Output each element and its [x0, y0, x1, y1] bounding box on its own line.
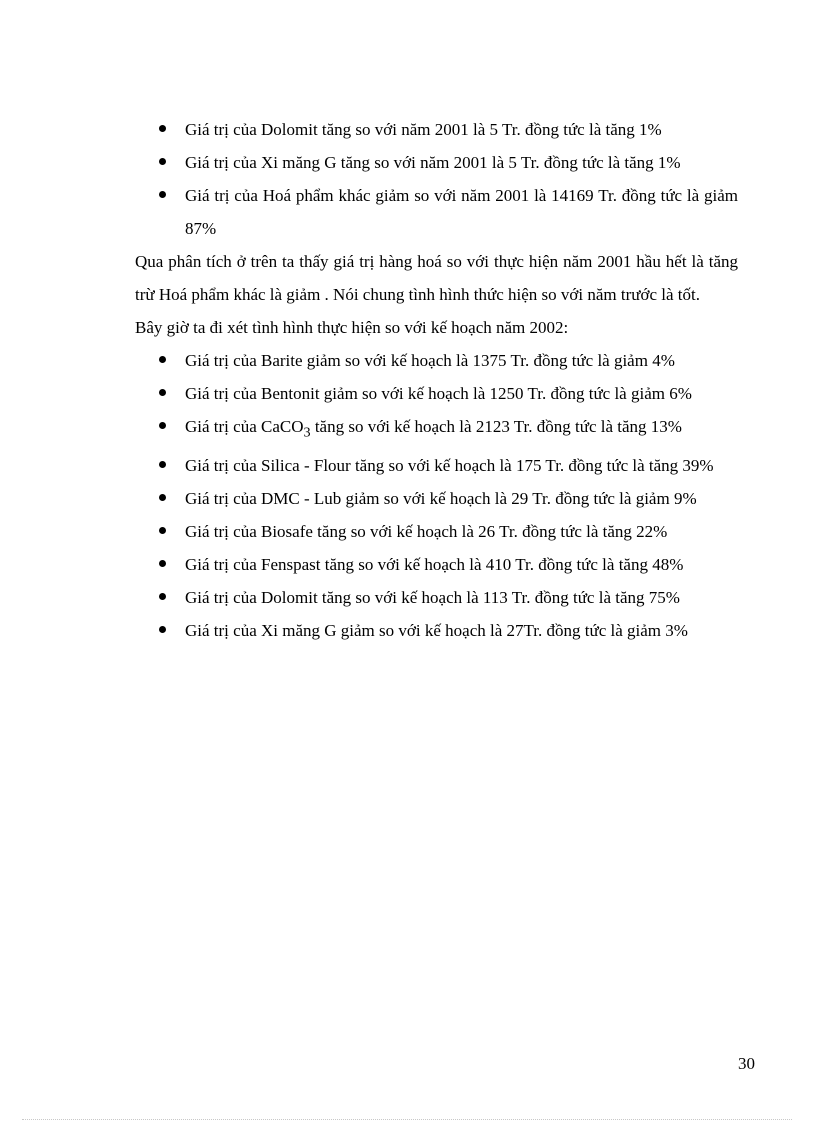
list-item [135, 113, 738, 146]
bullet-icon [159, 422, 166, 429]
list-item [135, 548, 738, 581]
bullet-icon [159, 560, 166, 567]
list-item-text: Giá trị của DMC - Lub giảm so với kế hoạch là 29 Tr. đồng tức là giảm 9% [185, 489, 697, 509]
page-number: 30 [738, 1054, 755, 1073]
bullet-icon [159, 461, 166, 468]
page-content [135, 113, 738, 647]
list-item-text: Giá trị của Xi măng G giảm so với kế hoạch là 27Tr. đồng tức là giảm 3% [185, 621, 688, 641]
bullet-icon [159, 593, 166, 600]
chemical-subscript: 3 [303, 424, 311, 441]
list-item [135, 614, 738, 647]
list-item-text: Giá trị của Silica - Flour tăng so với kế hoạch là 175 Tr. đồng tức là tăng 39% [185, 456, 714, 476]
bullet-icon [159, 356, 166, 363]
list-item [135, 344, 738, 377]
bullet-icon [159, 191, 166, 198]
list-item-text-pre: Giá trị của CaCO [185, 417, 304, 436]
bullet-list-plan-2002 [135, 344, 738, 647]
list-item [135, 482, 738, 515]
list-item [135, 179, 738, 245]
bullet-icon [159, 494, 166, 501]
list-item-text: Giá trị của Dolomit tăng so với năm 2001 là 5 Tr. đồng tức là tăng 1% [185, 120, 662, 139]
bullet-list-2001 [135, 113, 738, 245]
analysis-paragraph: Qua phân tích ở trên ta thấy giá trị hàng hoá so với thực hiện năm 2001 hầu hết là tăng trừ Hoá phẩm khác là giảm . Nói chung tình hình thức hiện so với năm trước là tốt. [135, 252, 738, 304]
list-item [135, 410, 738, 449]
footer-divider [22, 1119, 792, 1120]
plan-intro-paragraph: Bây giờ ta đi xét tình hình thực hiện so với kế hoạch năm 2002: [135, 318, 569, 337]
bullet-icon [159, 527, 166, 534]
list-item-text: Giá trị của Bentonit giảm so với kế hoạch là 1250 Tr. đồng tức là giảm 6% [185, 384, 692, 403]
list-item-text [185, 417, 682, 441]
list-item-text: Giá trị của Xi măng G tăng so với năm 2001 là 5 Tr. đồng tức là tăng 1% [185, 153, 681, 172]
bullet-icon [159, 626, 166, 633]
list-item-text: Giá trị của Fenspast tăng so với kế hoạch là 410 Tr. đồng tức là tăng 48% [185, 555, 684, 575]
bullet-icon [159, 158, 166, 165]
list-item-text-post: tăng so với kế hoạch là 2123 Tr. đồng tức là tăng 13% [310, 417, 682, 436]
bullet-icon [159, 389, 166, 396]
list-item [135, 515, 738, 548]
list-item [135, 449, 738, 482]
list-item [135, 146, 738, 179]
list-item-text: Giá trị của Dolomit tăng so với kế hoạch là 113 Tr. đồng tức là tăng 75% [185, 588, 680, 608]
list-item-text: Giá trị của Biosafe tăng so với kế hoạch là 26 Tr. đồng tức là tăng 22% [185, 522, 668, 542]
list-item [135, 377, 738, 410]
list-item-text: Giá trị của Barite giảm so với kế hoạch là 1375 Tr. đồng tức là giảm 4% [185, 351, 675, 370]
list-item [135, 581, 738, 614]
bullet-icon [159, 125, 166, 132]
list-item-text: Giá trị của Hoá phẩm khác giảm so với năm 2001 là 14169 Tr. đồng tức là giảm 87% [185, 186, 738, 238]
